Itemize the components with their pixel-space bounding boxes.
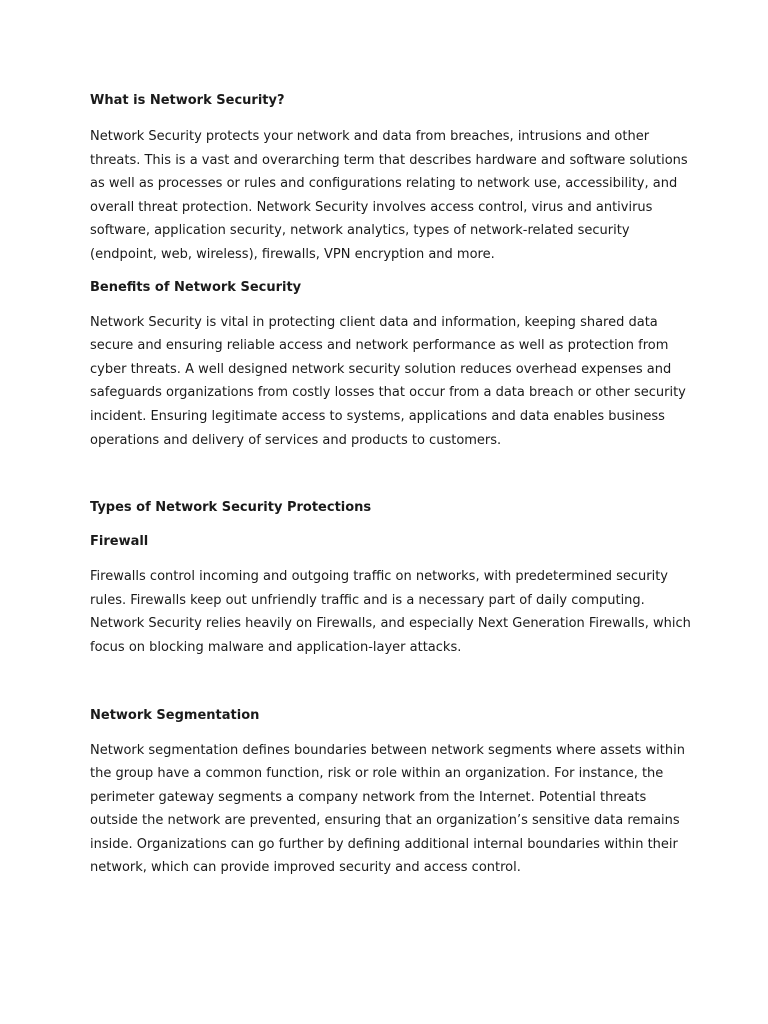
- text-line: (endpoint, web, wireless), firewalls, VPN encryption and more.: [90, 246, 495, 262]
- text-line: software, application security, network analytics, types of network-related security: [90, 223, 630, 239]
- text-line: outside the network are prevented, ensuring that an organization’s sensitive data remains: [90, 813, 680, 829]
- text-line: cyber threats. A well designed network security solution reduces overhead expenses and: [90, 361, 672, 377]
- text-line: Network Security relies heavily on Firewalls, and especially Next Generation Firewalls, which: [90, 616, 691, 632]
- text-line: threats. This is a vast and overarching term that describes hardware and software solutions: [90, 152, 688, 168]
- text-line: secure and ensuring reliable access and network performance as well as protection from: [90, 338, 669, 354]
- text-line: Network segmentation defines boundaries between network segments where assets within: [90, 742, 685, 758]
- text-line: focus on blocking malware and application-layer attacks.: [90, 639, 462, 655]
- paragraph-benefits: [90, 311, 690, 453]
- paragraph-network-segmentation: [90, 739, 690, 881]
- text-line: Network Security protects your network and data from breaches, intrusions and other: [90, 129, 650, 144]
- section-heading-types-of-protections: Types of Network Security Protections: [90, 500, 372, 516]
- text-line: network, which can provide improved security and access control.: [90, 860, 521, 876]
- paragraph-firewall: [90, 565, 690, 659]
- section-heading-benefits: Benefits of Network Security: [90, 279, 302, 295]
- text-line: as well as processes or rules and configurations relating to network use, accessibility, and: [90, 176, 678, 192]
- text-line: Network Security is vital in protecting client data and information, keeping shared data: [90, 314, 658, 330]
- text-line: inside. Organizations can go further by defining additional internal boundaries within their: [90, 836, 678, 852]
- paragraph-what-is-network-security: [90, 125, 690, 267]
- text-line: incident. Ensuring legitimate access to systems, applications and data enables business: [90, 408, 665, 424]
- section-heading-firewall: Firewall: [90, 534, 149, 550]
- text-line: overall threat protection. Network Security involves access control, virus and antivirus: [90, 199, 653, 215]
- text-line: perimeter gateway segments a company network from the Internet. Potential threats: [90, 789, 647, 805]
- text-line: rules. Firewalls keep out unfriendly traffic and is a necessary part of daily computing.: [90, 592, 645, 608]
- text-line: safeguards organizations from costly losses that occur from a data breach or other security: [90, 385, 686, 401]
- section-heading-network-segmentation: Network Segmentation: [90, 707, 260, 723]
- text-line: Firewalls control incoming and outgoing traffic on networks, with predetermined security: [90, 569, 668, 585]
- text-line: operations and delivery of services and products to customers.: [90, 432, 502, 448]
- section-heading-what-is-network-security: What is Network Security?: [90, 93, 285, 108]
- document-page: [90, 91, 690, 880]
- text-line: the group have a common function, risk or role within an organization. For instance, the: [90, 766, 664, 782]
